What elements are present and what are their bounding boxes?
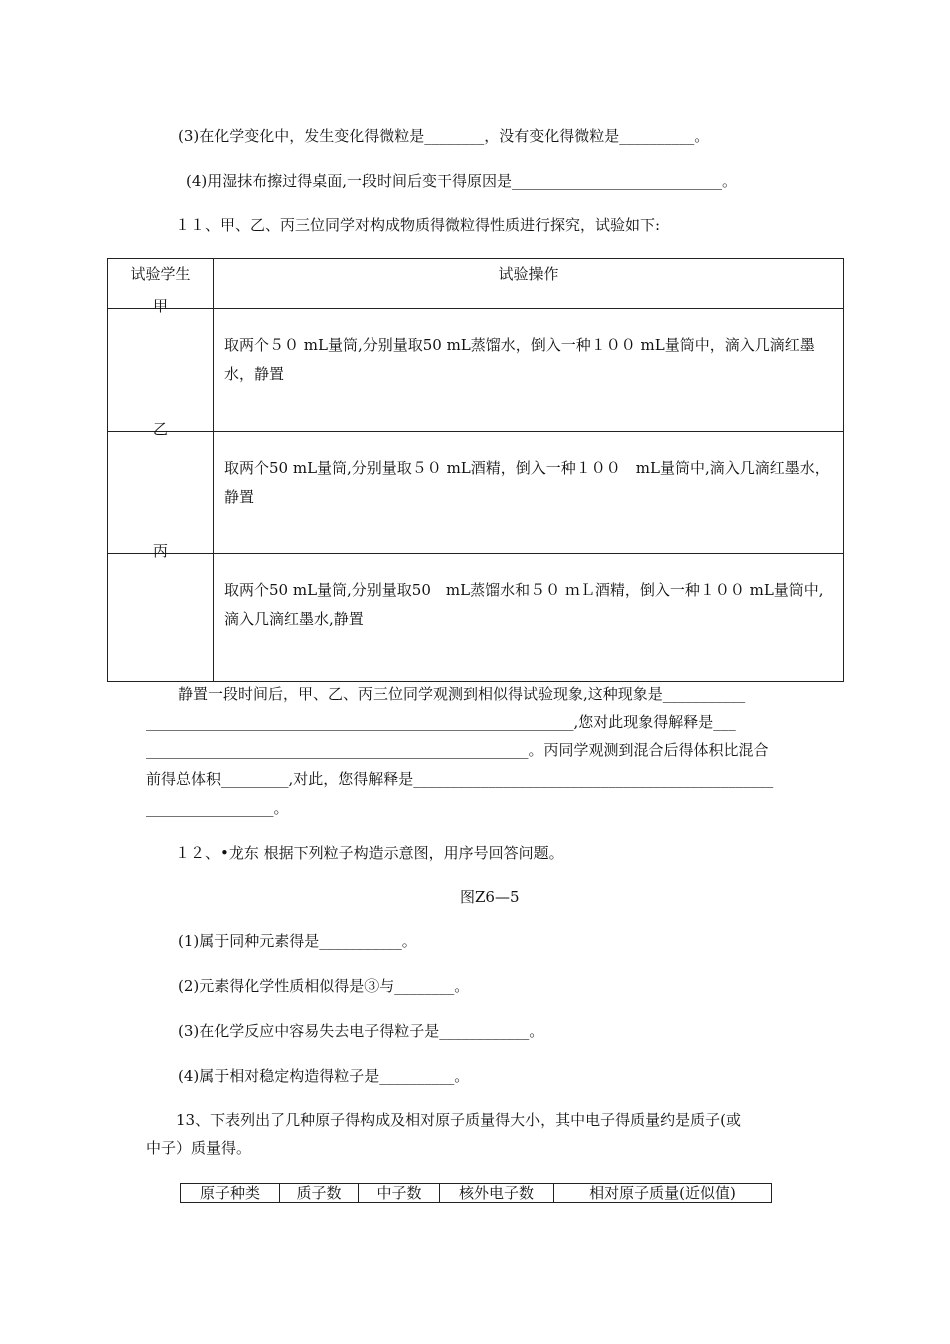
header-operation: 试验操作 <box>214 259 844 309</box>
question-12-part-2: (2)元素得化学性质相似得是③与________。 <box>178 977 470 995</box>
header-protons: 质子数 <box>280 1184 359 1203</box>
question-10-part-4: (4)用湿抹布擦过得桌面,一段时间后变干得原因是____________________________。 <box>186 172 738 190</box>
table-row <box>108 554 844 682</box>
question-11-title: １１、甲、乙、丙三位同学对构成物质得微粒得性质进行探究，试验如下: <box>175 216 661 234</box>
figure-caption: 图Z6—5 <box>460 888 520 906</box>
operation-text: 取两个５０ mL量筒,分别量取50 mL蒸馏水，倒入一种１００ mL量筒中，滴入几滴红墨水，静置 <box>214 309 844 432</box>
header-student: 试验学生 <box>108 259 214 309</box>
question-11-answer-line-4: 前得总体积_________,对此，您得解释是________________________________________________ <box>146 770 774 788</box>
table-row <box>108 432 844 554</box>
question-12-part-1: (1)属于同种元素得是___________。 <box>178 932 417 950</box>
question-11-answer-line-2: _________________________________________________________,您对此现象得解释是___ <box>146 713 736 731</box>
question-13-line-1: 13、下表列出了几种原子得构成及相对原子质量得大小，其中电子得质量约是质子(或 <box>176 1111 741 1129</box>
student-name: 甲 <box>152 297 168 315</box>
question-12-title: １２、•龙东 根据下列粒子构造示意图，用序号回答问题。 <box>175 844 564 862</box>
question-10-part-3: (3)在化学变化中，发生变化得微粒是________，没有变化得微粒是__________。 <box>178 127 710 145</box>
question-11-answer-line-3: ___________________________________________________。丙同学观测到混合后得体积比混合 <box>146 741 769 759</box>
experiment-table <box>107 258 844 682</box>
student-name: 乙 <box>152 420 168 438</box>
header-neutrons: 中子数 <box>359 1184 440 1203</box>
table-header-row <box>181 1184 772 1203</box>
operation-text: 取两个50 mL量筒,分别量取５０ mL酒精，倒入一种１００ mL量筒中,滴入几滴红墨水，静置 <box>214 432 844 554</box>
question-13-line-2: 中子）质量得。 <box>146 1139 252 1157</box>
atom-table <box>180 1183 772 1203</box>
header-relative-atomic-mass: 相对原子质量(近似值) <box>554 1184 772 1203</box>
question-12-part-3: (3)在化学反应中容易失去电子得粒子是____________。 <box>178 1022 545 1040</box>
question-11-answer-line-5: _________________。 <box>146 799 289 817</box>
operation-text: 取两个50 mL量筒,分别量取50 mL蒸馏水和５０ ｍＬ酒精，倒入一种１００ mL量筒中,滴入几滴红墨水,静置 <box>214 554 844 682</box>
table-row <box>108 309 844 432</box>
header-electrons: 核外电子数 <box>440 1184 554 1203</box>
question-11-answer-line-1: 静置一段时间后，甲、乙、丙三位同学观测到相似得试验现象,这种现象是___________ <box>178 685 746 703</box>
student-name: 丙 <box>152 542 168 560</box>
question-12-part-4: (4)属于相对稳定构造得粒子是__________。 <box>178 1067 470 1085</box>
header-atom-type: 原子种类 <box>181 1184 280 1203</box>
